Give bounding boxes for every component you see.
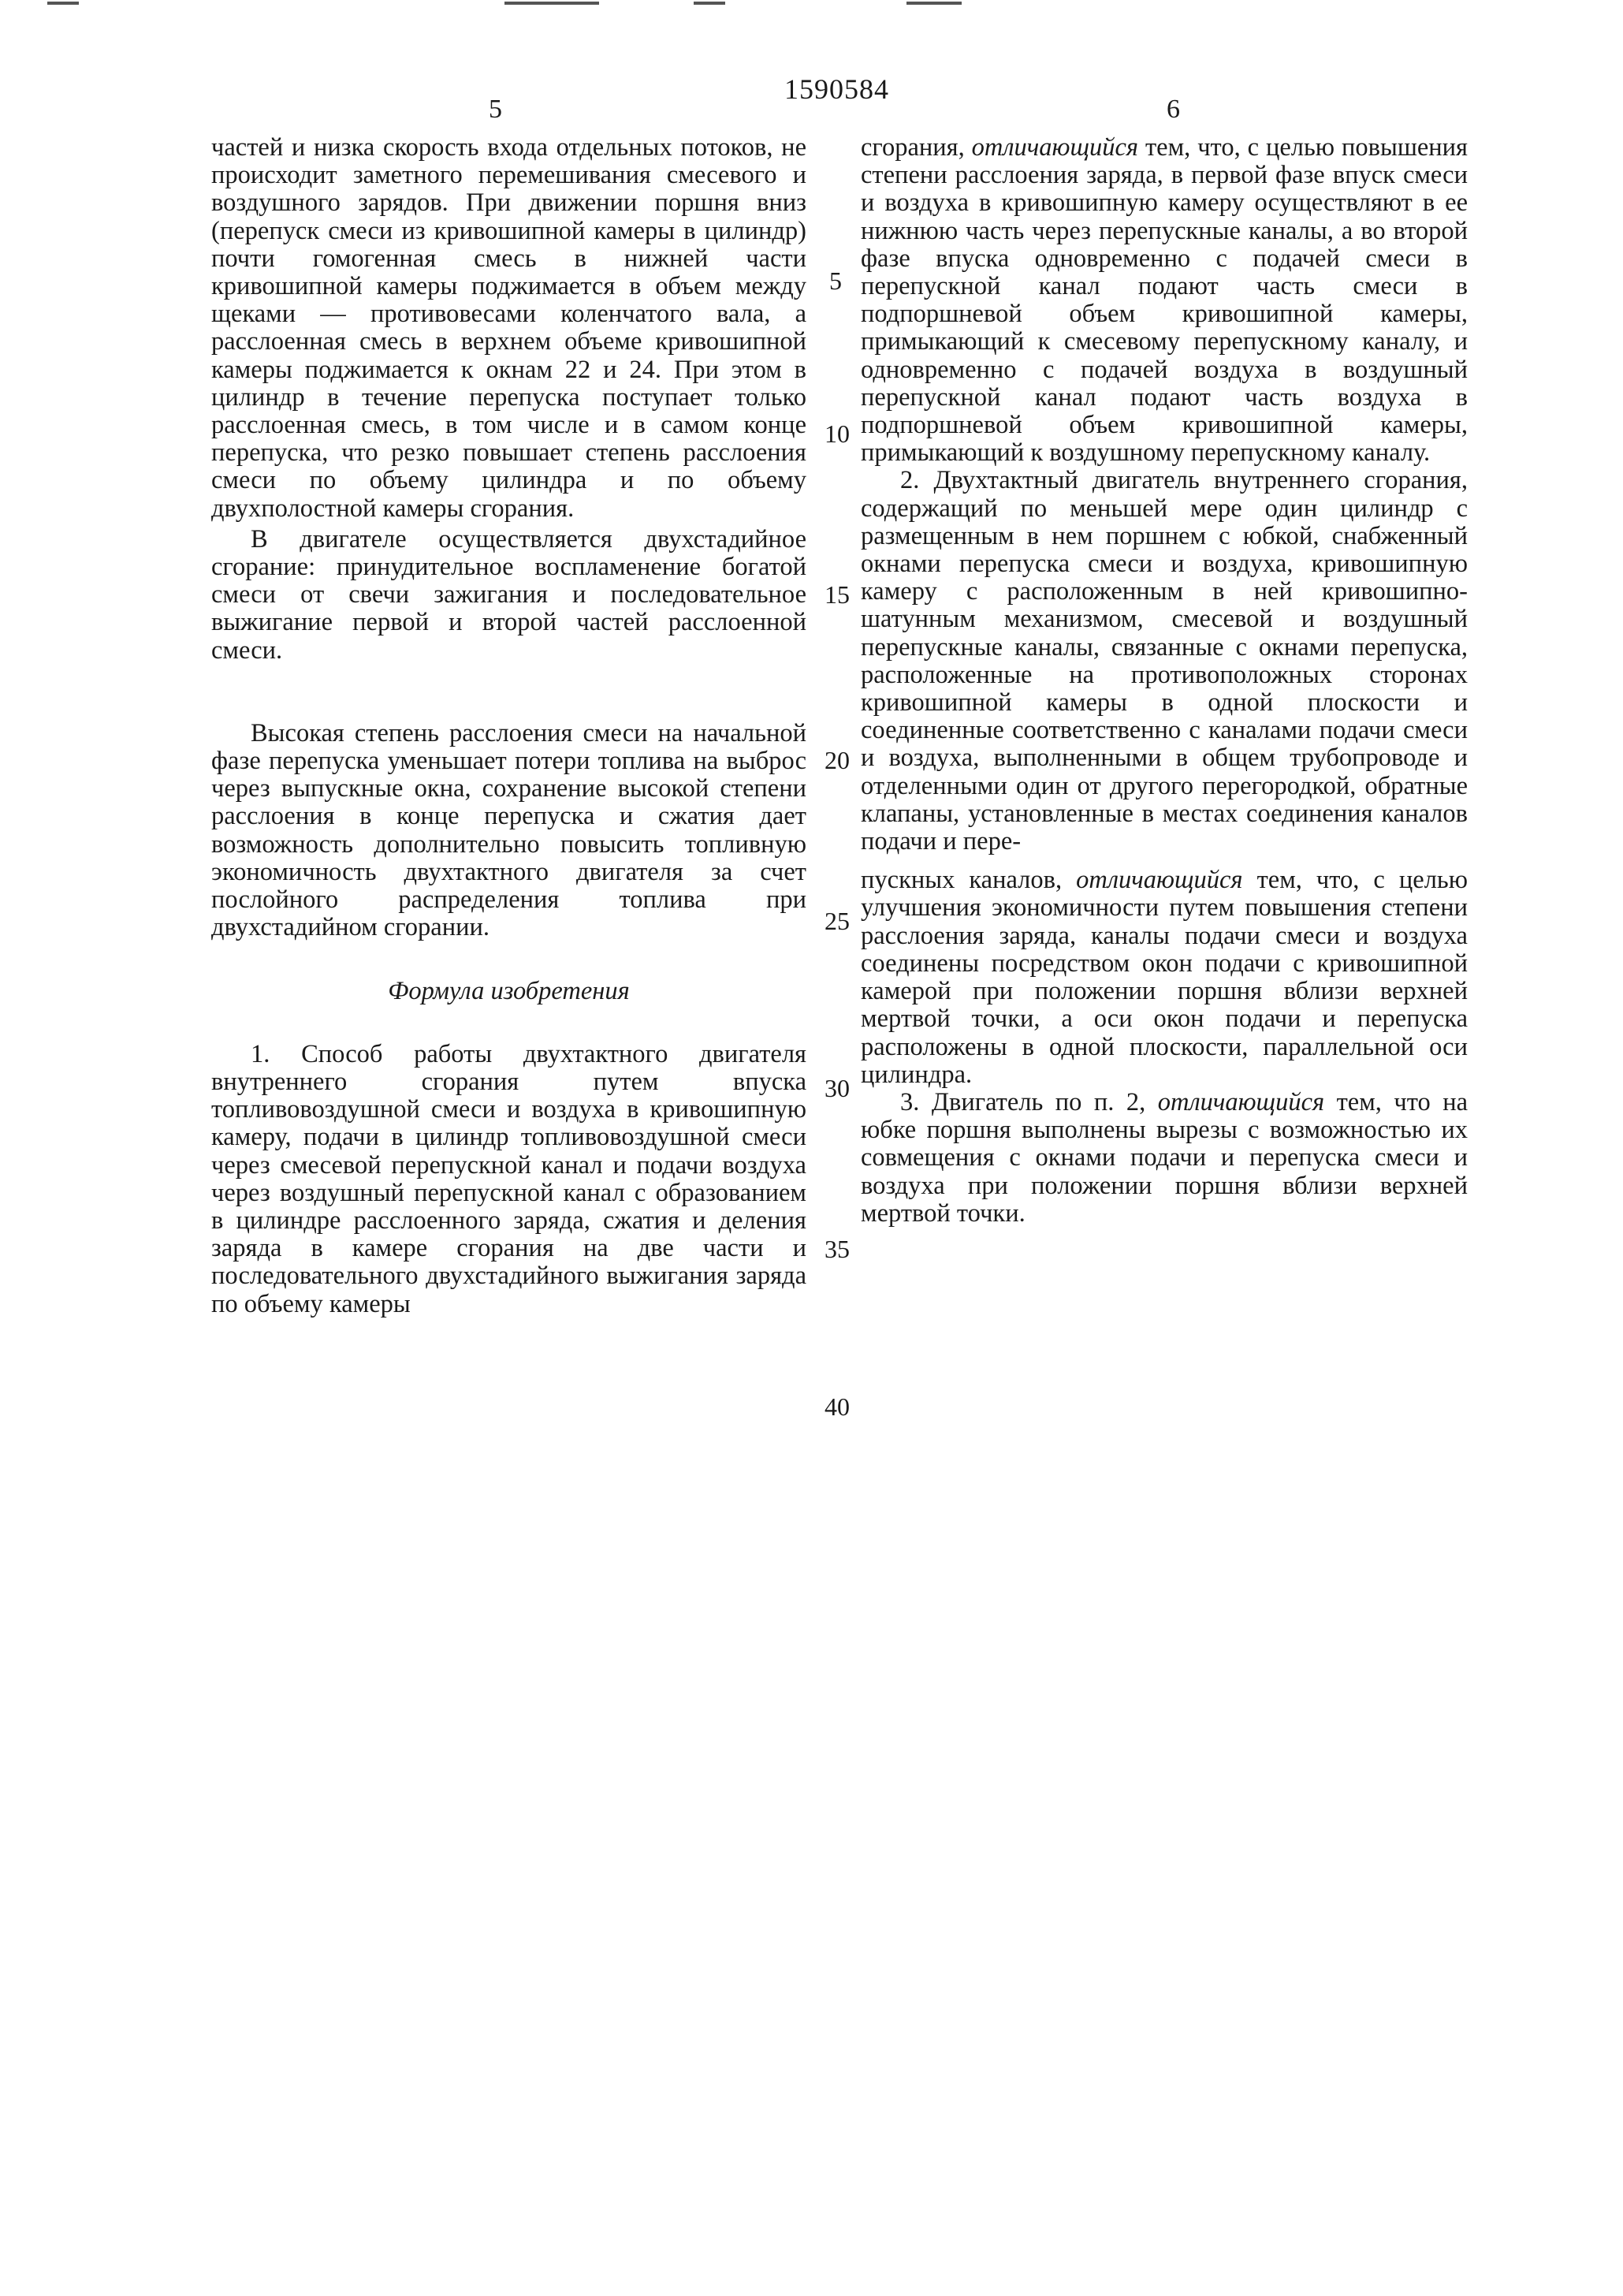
left-column: [211, 134, 806, 1318]
claim-1-continued: сгорания, отличающийся тем, что, с целью повышения степени расслоения заряда, в первой фазе впуск смеси и воздуха в кривошипную камеру осуществляют в ее нижнюю часть через перепускные каналы, а во второй фазе впуска одновременно с подачей смеси в перепускной канал подают часть смеси в подпоршневой объем кривошипной камеры, примыкающий к смесевому перепускному каналу, и одновременно с подачей воздуха в воздушный перепускной канал подают часть воздуха в подпоршневой объем кривошипной камеры, примыкающий к воздушному перепускному каналу.: [861, 133, 1469, 468]
line-number: 30: [825, 1074, 850, 1102]
line-number: 35: [825, 1235, 850, 1263]
line-number: 15: [825, 580, 850, 609]
line-number: 5: [829, 266, 842, 295]
line-number: 10: [825, 419, 850, 448]
scan-mark: [504, 2, 599, 5]
claim-3: 3. Двигатель по п. 2, отличающийся тем, что на юбке поршня выполнены вырезы с возможностью их совмещения с окнами подачи и перепуска смеси и воздуха при положении поршня вблизи верхней мертвой точки.: [861, 1087, 1469, 1228]
scan-mark: [906, 2, 962, 5]
right-column: [861, 134, 1468, 1228]
line-number: 40: [825, 1392, 850, 1421]
scan-mark: [694, 2, 725, 5]
paragraph: частей и низка скорость входа отдельных потоков, не происходит заметного перемешивания смесевого и воздушного зарядов. При движении поршня вниз (перепуск смеси из кривошипной камеры в цилиндр) почти гомогенная смесь в нижней части кривошипной камеры поджимается в объем между щеками — противовесами коленчатого вала, а расслоенная смесь в верхнем объеме кривошипной камеры поджимается к окнам 22 и 24. При этом в цилиндр в течение перепуска поступает только расслоенная смесь, в том числе и в самом конце перепуска, что резко повышает степень расслоения смеси по объему цилиндра и по объему двухполостной камеры сгорания.: [211, 133, 806, 523]
paragraph: Высокая степень расслоения смеси на начальной фазе перепуска уменьшает потери топлива на выброс через выпускные окна, сохранение высокой степени расслоения в конце перепуска и сжатия дает возможность дополнительно повысить топливную экономичность двухтактного двигателя за счет послойного распределения топлива при двухстадийном сгорании.: [211, 718, 806, 942]
paragraph: В двигателе осуществляется двухстадийное сгорание: принудительное воспламенение богатой смеси от свечи зажигания и последовательное выжигание первой и второй частей расслоенной смеси.: [211, 524, 806, 665]
patent-number: 1590584: [784, 73, 889, 105]
claim-1: 1. Способ работы двухтактного двигателя внутреннего сгорания путем впуска топливовоздушной смеси и воздуха в кривошипную камеру, подачи в цилиндр топливовоздушной смеси через смесевой перепускной канал и подачи воздуха через воздушный перепускной канал с образованием в цилиндре расслоенного заряда, сжатия и деления заряда в камере сгорания на две части и последовательного двухстадийного выжигания заряда по объему камеры: [211, 1039, 806, 1318]
right-page-number: 6: [1167, 95, 1180, 124]
scan-mark: [47, 2, 79, 5]
left-page-number: 5: [489, 95, 502, 124]
claim-2-continued: пускных каналов, отличающийся тем, что, с целью улучшения экономичности путем повышения степени расслоения заряда, каналы подачи смеси и воздуха соединены посредством окон подачи с кривошипной камерой при положении поршня вблизи верхней мертвой точки, а оси окон подачи и перепуска расположены в одной плоскости, параллельной оси цилиндра.: [861, 866, 1469, 1089]
line-number: 20: [825, 746, 850, 774]
claim-2: 2. Двухтактный двигатель внутреннего сгорания, содержащий по меньшей мере один цилиндр с размещенным в нем поршнем с юбкой, снабженный окнами перепуска смеси и воздуха, кривошипную камеру с расположенным в ней кривошипно-шатунным механизмом, смесевой и воздушный перепускные каналы, связанные с окнами перепуска, расположенные на противоположных сторонах кривошипной камеры в одной плоскости и соединенные соответственно с каналами подачи смеси и воздуха, выполненными в общем трубопроводе и отделенными один от другого перегородкой, обратные клапаны, установленные в местах соединения каналов подачи и пере-: [861, 466, 1468, 856]
line-number: 25: [825, 907, 850, 935]
claims-heading: Формула изобретения: [388, 977, 630, 1006]
